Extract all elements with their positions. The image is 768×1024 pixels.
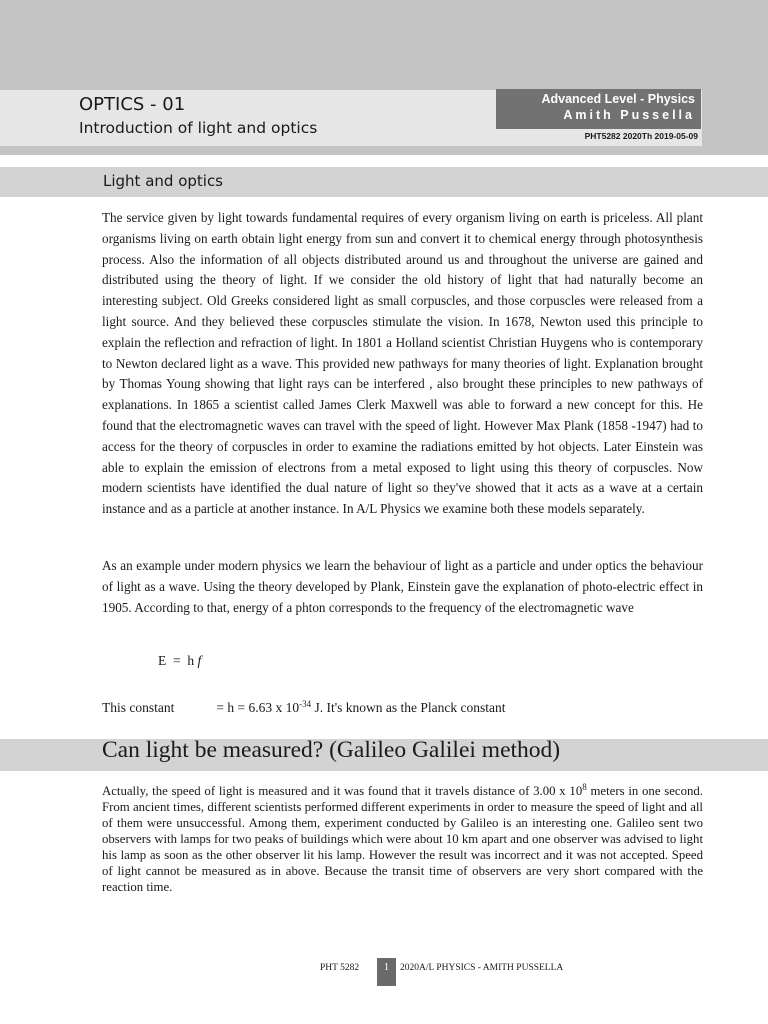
document-subtitle: Introduction of light and optics — [79, 119, 318, 137]
equation-f: f — [197, 653, 202, 668]
paragraph-text: meters in one second. From ancient times, different scientists performed different experiments in order to measure the speed of light and all of them were unsuccessful. Among them, experiment conducted by Galileo is an interesting one. Galileo sent two observers with lamps for two peaks of buildings which were about 10 km apart and one observer was advised to light his lamp as soon as the other observer lit his lamp. However the result was incorrect and it was not accepted. Speed of light cannot be measured as in above. Because the transit time of observers are very short compared with the reaction time. — [102, 784, 703, 894]
paragraph: The service given by light towards fundamental requires of every organism living on earth is priceless. All plant organisms living on earth obtain light energy from sun and convert it to chemical energy through photosynthesis process. Also the information of all objects distributed around us and throughout the universe are gained and distributed using the theory of light. If we consider the old history of light that had naturally become an interesting subject. Old Greeks considered light as small corpuscles, and those corpuscles were released from a light source. And they believed these corpuscles stimulate the vision. In 1678, Newton used this principle to explain the reflection and refraction of light. In 1801 a Holland scientist Christian Huygens who is contemporary to Newton declared light as a wave. This provided new pathways for many theories of light. Explanation brought by Thomas Young showing that light rays can be interfered , also brought these principles to new pathways of explanations. In 1865 a scientist called James Clerk Maxwell was able to forward a new concept for this. He found that the electromagnetic waves can travel with the speed of light. However Max Plank (1858 -1947) had to access for the theory of corpuscles in order to examine the radiations emitted by hot objects. Later Einstein was able to explain the emission of electrons from a metal exposed to light using this theory of corpuscles. Now modern scientists have identified the dual nature of light so they've showed that it acts as a wave at a certain instance and as a particle at another instance. In A/L Physics we examine both these models separately. — [102, 210, 703, 517]
badge-course: Advanced Level - Physics — [541, 92, 695, 106]
planck-constant — [102, 700, 506, 716]
equation-equals: = — [173, 653, 181, 668]
constant-value: = h = 6.63 x 10 — [216, 700, 300, 715]
paragraph-text: Actually, the speed of light is measured and it was found that it travels distance of 3.00 x 10 — [102, 784, 583, 798]
page-number: 1 — [377, 958, 396, 986]
section-title: Can light be measured? (Galileo Galilei method) — [102, 737, 561, 763]
paragraph: As an example under modern physics we learn the behaviour of light as a particle and under optics the behaviour of light as a wave. Using the theory developed by Plank, Einstein gave the explanation of photo-electric effect in 1905. According to that, energy of a phton corresponds to the frequency of the electromagnetic wave — [102, 558, 703, 615]
constant-exponent: -34 — [299, 699, 312, 709]
footer-code: PHT 5282 — [320, 963, 360, 973]
badge-author: Amith Pussella — [563, 108, 695, 122]
equation-lhs: E — [158, 653, 167, 668]
footer-title: 2020A/L PHYSICS - AMITH PUSSELLA — [400, 963, 564, 973]
section-title: Light and optics — [103, 172, 223, 190]
equation-h: h — [187, 653, 195, 668]
constant-label: This constant — [102, 700, 175, 715]
document-title: OPTICS - 01 — [79, 94, 186, 115]
document-code: PHT5282 2020Th 2019-05-09 — [496, 129, 701, 145]
exponent: 8 — [582, 782, 587, 792]
course-badge — [496, 89, 701, 129]
constant-unit: J. It's known as the Planck constant — [311, 700, 506, 715]
paragraph — [102, 783, 703, 895]
energy-equation — [158, 653, 201, 669]
